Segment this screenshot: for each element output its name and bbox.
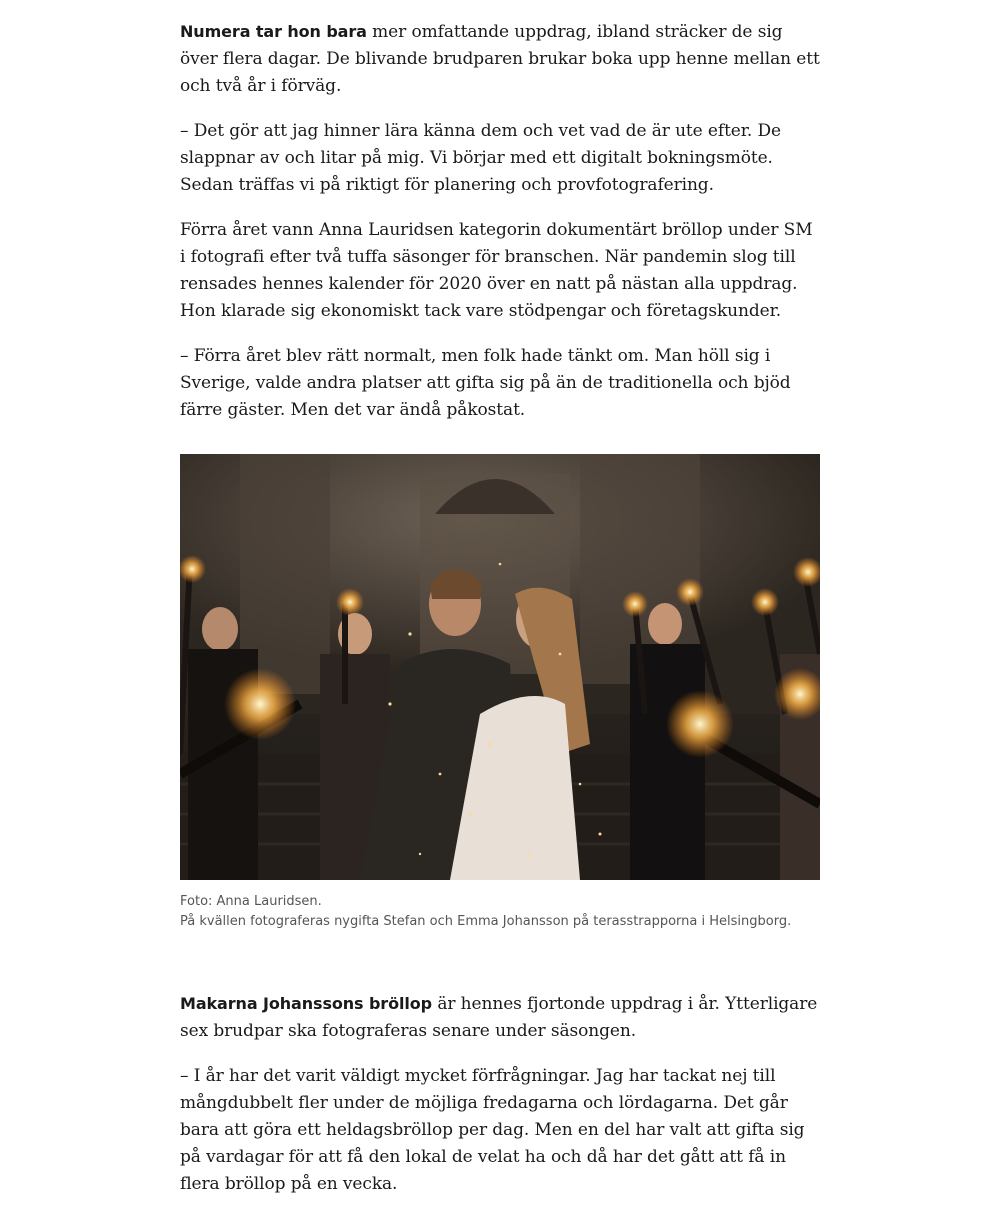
paragraph-1-text: mer omfattande uppdrag, ibland sträcker de sig över flera dagar. De blivande brudparen brukar boka upp henne mellan ett och två år i förväg. [180,22,820,96]
wedding-photo[interactable] [180,454,820,880]
paragraph-2 [180,118,820,199]
figure-caption [180,892,820,932]
paragraph-5 [180,990,820,1045]
paragraph-1 [180,18,820,100]
photo-credit: Foto: Anna Lauridsen. [180,894,322,909]
paragraph-3-text: Förra året vann Anna Lauridsen kategorin dokumentärt bröllop under SM i fotografi efter två tuffa säsonger för branschen. När pandemin slog till rensades hennes kalender för 2020 över en natt på nästan alla uppdrag. Hon klarade sig ekonomiskt tack vare stödpengar och företagskunder. [180,220,813,321]
paragraph-5-text: är hennes fjortonde uppdrag i år. Ytterligare sex brudpar ska fotograferas senare under säsongen. [180,994,818,1041]
paragraph-4-text: – Förra året blev rätt normalt, men folk hade tänkt om. Man höll sig i Sverige, valde andra platser att gifta sig på än de traditionella och bjöd färre gäster. Men det var ändå påkostat. [180,346,791,420]
paragraph-4 [180,343,820,424]
paragraph-3 [180,217,820,325]
article-figure [180,454,820,932]
article-body [180,18,820,1216]
paragraph-2-text: – Det gör att jag hinner lära känna dem och vet vad de är ute efter. De slappnar av och litar på mig. Vi börjar med ett digitalt bokningsmöte. Sedan träffas vi på riktigt för planering och provfotografering. [180,121,782,195]
paragraph-5-lead: Makarna Johanssons bröllop [180,994,433,1013]
photo-caption-text: På kvällen fotograferas nygifta Stefan och Emma Johansson på terasstrapporna i Helsingborg. [180,914,792,929]
paragraph-6-text: – I år har det varit väldigt mycket förfrågningar. Jag har tackat nej till mångdubbelt fler under de möjliga fredagarna och lördagarna. Det går bara att göra ett heldagsbröllop per dag. Men en del har valt att gifta sig på vardagar för att få den lokal de velat ha och då har det gått att få in flera bröllop på en vecka. [180,1066,805,1194]
paragraph-1-lead: Numera tar hon bara [180,22,367,41]
paragraph-6 [180,1063,820,1198]
